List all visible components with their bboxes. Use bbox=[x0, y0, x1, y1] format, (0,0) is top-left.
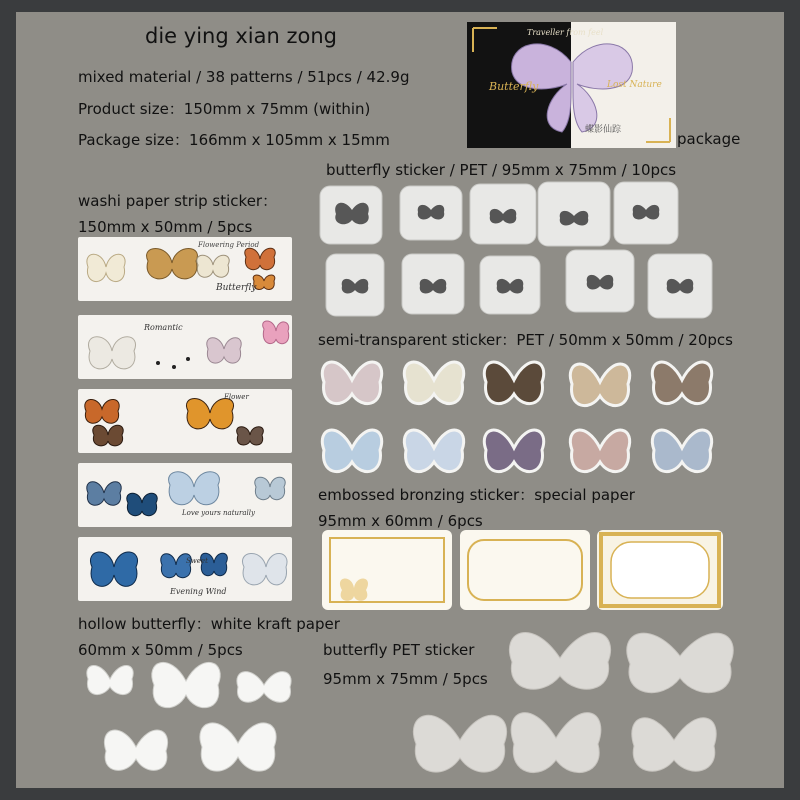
pet-title: butterfly PET sticker bbox=[323, 641, 475, 659]
pet-butterfly-2 bbox=[627, 633, 733, 693]
pet-butterfly-3 bbox=[413, 715, 506, 772]
package-label: package bbox=[677, 130, 741, 148]
package-image bbox=[467, 22, 676, 148]
bronze-frame-1-art bbox=[322, 530, 452, 610]
package-cover-text-left: Butterfly bbox=[489, 80, 539, 93]
semi-sticker-4 bbox=[570, 364, 629, 406]
semi-sticker-6 bbox=[322, 430, 381, 472]
washi-strip-2 bbox=[78, 315, 292, 379]
package-cover-text-right: Lost Nature bbox=[607, 80, 662, 90]
hollow-size: 60mm x 50mm / 5pcs bbox=[78, 641, 243, 659]
semi-sticker-2 bbox=[404, 362, 463, 404]
product-size: Product size：150mm x 75mm (within) bbox=[78, 100, 371, 118]
pet-butterfly-group bbox=[410, 622, 760, 790]
strip-4-butterflies bbox=[78, 463, 292, 527]
semi-sticker-1 bbox=[322, 362, 381, 404]
strip-1-butterflies bbox=[78, 237, 292, 301]
bronze-frame-3-art bbox=[597, 530, 723, 610]
bronze-frame-2 bbox=[460, 530, 590, 610]
washi-strip-3 bbox=[78, 389, 292, 453]
washi-strip-5 bbox=[78, 537, 292, 601]
package-cover-cn: 蝶影仙踪 bbox=[585, 125, 622, 135]
strip-1-text-b: Flowering Period bbox=[198, 241, 260, 249]
washi-strip-4 bbox=[78, 463, 292, 527]
package-size: Package size：166mm x 105mm x 15mm bbox=[78, 131, 390, 149]
washi-title: washi paper strip sticker： bbox=[78, 192, 278, 210]
semi-sticker-8 bbox=[484, 430, 543, 472]
pet-butterfly-4 bbox=[511, 713, 601, 773]
product-title: die ying xian zong bbox=[145, 24, 337, 48]
spec-line: mixed material / 38 patterns / 51pcs / 42.9g bbox=[78, 68, 410, 86]
strip-5-text-a: Evening Wind bbox=[170, 587, 227, 596]
washi-size: 150mm x 50mm / 5pcs bbox=[78, 218, 253, 236]
hollow-title: hollow butterfly：white kraft paper bbox=[78, 615, 340, 633]
semi-sticker-5 bbox=[652, 362, 711, 404]
bronze-frame-2-art bbox=[460, 530, 590, 610]
butterfly-sticker-label: butterfly sticker / PET / 95mm x 75mm / 10pcs bbox=[326, 161, 677, 179]
hollow-butterfly-5 bbox=[200, 723, 276, 771]
bronze-frame-3 bbox=[597, 530, 723, 610]
pet-size: 95mm x 75mm / 5pcs bbox=[323, 670, 488, 688]
strip-3-text-a: Flower bbox=[224, 393, 249, 401]
hollow-butterfly-2 bbox=[152, 662, 220, 707]
semi-sticker-3 bbox=[484, 362, 543, 404]
strip-5-text-b: Sweet bbox=[186, 557, 208, 565]
hollow-butterfly-4 bbox=[104, 730, 167, 770]
embossed-title: embossed bronzing sticker：special paper bbox=[318, 486, 635, 504]
strip-2-text-a: Romantic bbox=[144, 323, 183, 332]
hollow-butterfly-1 bbox=[87, 665, 133, 694]
hollow-butterfly-group bbox=[80, 655, 300, 785]
semi-sticker-7 bbox=[404, 430, 463, 472]
strip-4-text-a: Love yours naturally bbox=[182, 509, 255, 517]
semi-sticker-9 bbox=[570, 430, 629, 472]
embossed-size: 95mm x 60mm / 6pcs bbox=[318, 512, 483, 530]
strip-2-butterflies bbox=[78, 315, 292, 379]
semi-transparent-label: semi-transparent sticker：PET / 50mm x 50mm / 20pcs bbox=[318, 331, 733, 349]
hollow-butterfly-3 bbox=[237, 672, 291, 703]
pet-butterfly-5 bbox=[632, 718, 716, 771]
bronze-frame-1 bbox=[322, 530, 452, 610]
strip-1-text-a: Butterfly bbox=[216, 283, 257, 293]
butterfly-sticker-grid bbox=[318, 180, 738, 326]
pet-butterfly-1 bbox=[509, 632, 610, 689]
semi-transparent-grid bbox=[318, 350, 738, 476]
washi-strip-1 bbox=[78, 237, 292, 301]
package-cover-text-top: Traveller from feel bbox=[527, 28, 604, 37]
strip-3-butterflies bbox=[78, 389, 292, 453]
semi-sticker-10 bbox=[652, 430, 711, 472]
pet-sticker-4 bbox=[538, 182, 610, 246]
